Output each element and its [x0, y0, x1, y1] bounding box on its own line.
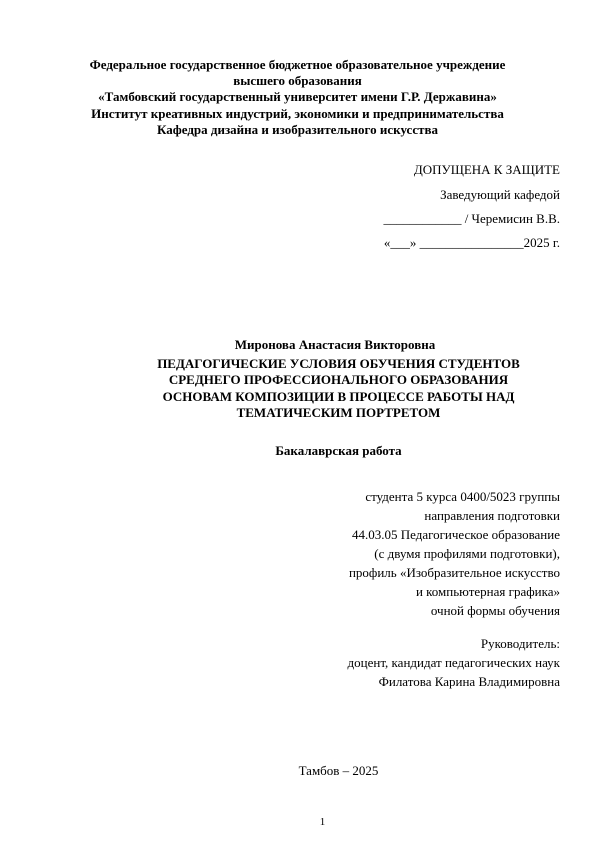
institution-header	[0, 57, 595, 138]
author-name: Миронова Анастасия Викторовна	[234, 337, 436, 352]
approval-title: ДОПУЩЕНА К ЗАЩИТЕ	[413, 162, 560, 177]
supervisor-block	[348, 634, 560, 691]
approval-date-line: «___» ________________2025 г.	[383, 235, 560, 250]
supervisor-name: Филатова Карина Владимировна	[378, 674, 560, 689]
approval-block	[383, 162, 560, 251]
page-number: 1	[319, 816, 326, 828]
header-line: высшего образования	[233, 73, 362, 89]
header-line: Институт креативных индустрий, экономики и предпринимательства	[91, 105, 504, 121]
title-line: ТЕМАТИЧЕСКИМ ПОРТРЕТОМ	[236, 404, 441, 420]
header-line: «Тамбовский государственный университет имени Г.Р. Державина»	[98, 89, 497, 105]
supervisor-title: доцент, кандидат педагогических наук	[347, 655, 560, 670]
approval-position: Заведующий кафедой	[440, 187, 560, 202]
header-line: Федеральное государственное бюджетное образовательное учреждение	[89, 57, 506, 72]
title-line: ОСНОВАМ КОМПОЗИЦИИ В ПРОЦЕССЕ РАБОТЫ НАД	[162, 388, 515, 404]
student-info-line: 44.03.05 Педагогическое образование	[351, 527, 560, 542]
title-line: ПЕДАГОГИЧЕСКИЕ УСЛОВИЯ ОБУЧЕНИЯ СТУДЕНТОВ	[157, 356, 520, 371]
student-info-line: направления подготовки	[424, 508, 560, 523]
student-info-line: профиль «Изобразительное искусство	[348, 565, 560, 580]
header-line: Кафедра дизайна и изобразительного искусства	[156, 121, 438, 137]
student-info	[349, 487, 560, 620]
title-line: СРЕДНЕГО ПРОФЕССИОНАЛЬНОГО ОБРАЗОВАНИЯ	[168, 372, 509, 388]
student-info-line: и компьютерная графика»	[415, 584, 560, 599]
supervisor-label: Руководитель:	[480, 636, 560, 651]
student-info-line: очной формы обучения	[430, 603, 560, 618]
city-year: Тамбов – 2025	[298, 763, 379, 778]
student-info-line: (с двумя профилями подготовки),	[374, 546, 560, 561]
approval-signature-line: ____________ / Черемисин В.В.	[383, 211, 560, 226]
thesis-title	[0, 356, 595, 421]
student-info-line: студента 5 курса 0400/5023 группы	[365, 489, 560, 504]
work-type: Бакалаврская работа	[275, 443, 402, 458]
